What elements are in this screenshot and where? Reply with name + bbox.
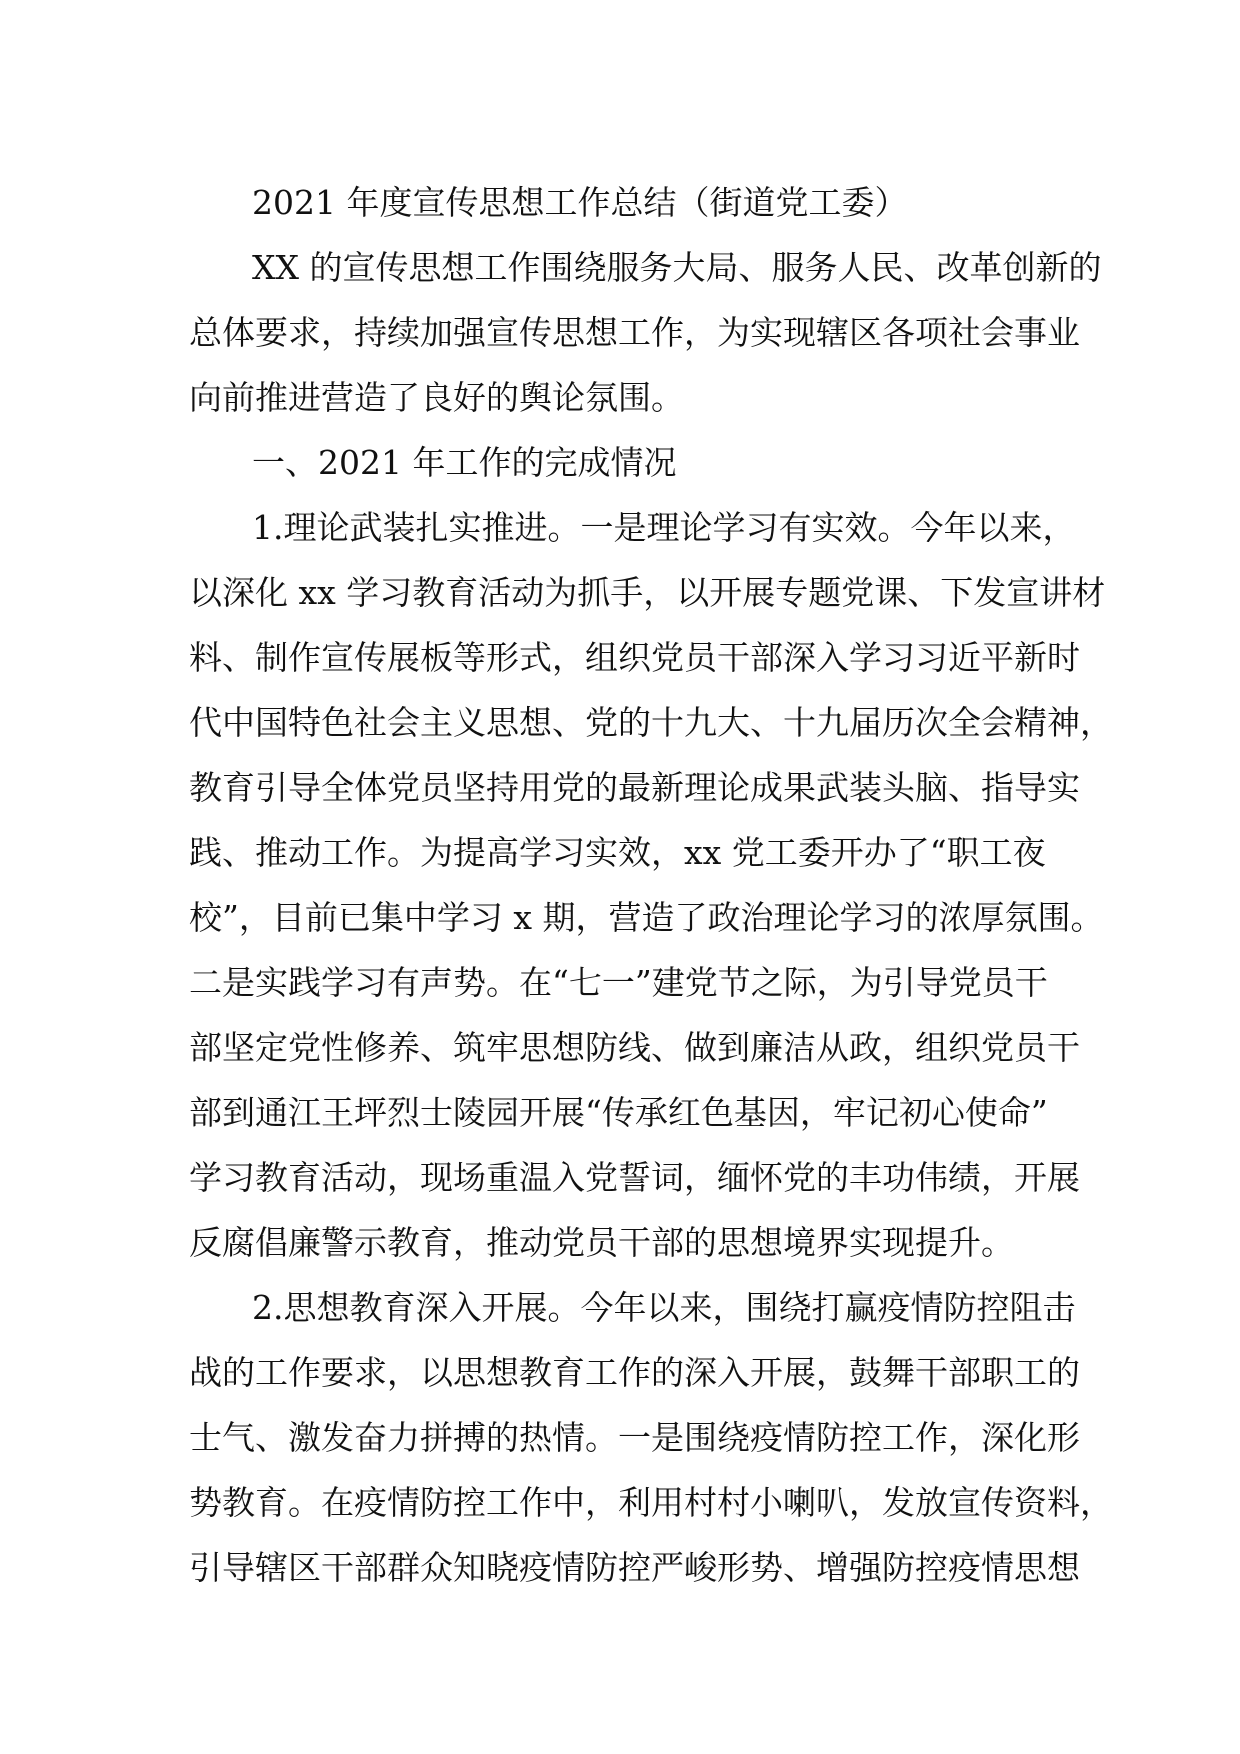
intro-line: XX 的宣传思想工作围绕服务大局、服务人民、改革创新的 (252, 248, 1102, 287)
item1-line: 学习教育活动，现场重温入党誓词，缅怀党的丰功伟绩，开展 (189, 1158, 1080, 1197)
item1-line: 校”，目前已集中学习 x 期，营造了政治理论学习的浓厚氛围。 (189, 898, 1104, 937)
section-heading: 一、2021 年工作的完成情况 (252, 443, 677, 482)
item1-line: 1.理论武装扎实推进。一是理论学习有实效。今年以来， (252, 508, 1076, 547)
item1-line: 以深化 xx 学习教育活动为抓手，以开展专题党课、下发宣讲材 (189, 573, 1106, 612)
item2-line: 战的工作要求，以思想教育工作的深入开展，鼓舞干部职工的 (189, 1353, 1080, 1392)
item1-line: 料、制作宣传展板等形式，组织党员干部深入学习习近平新时 (189, 638, 1080, 677)
item1-line: 部到通江王坪烈士陵园开展“传承红色基因，牢记初心使命” (189, 1093, 1048, 1132)
item1-line: 反腐倡廉警示教育，推动党员干部的思想境界实现提升。 (189, 1223, 1014, 1262)
item1-line: 践、推动工作。为提高学习实效，xx 党工委开办了“职工夜 (189, 833, 1046, 872)
item1-line: 教育引导全体党员坚持用党的最新理论成果武装头脑、指导实 (189, 768, 1080, 807)
item2-line: 势教育。在疫情防控工作中，利用村村小喇叭，发放宣传资料， (189, 1483, 1113, 1522)
item1-line: 代中国特色社会主义思想、党的十九大、十九届历次全会精神， (189, 703, 1113, 742)
item2-line: 引导辖区干部群众知晓疫情防控严峻形势、增强防控疫情思想 (189, 1548, 1080, 1587)
item2-line: 士气、激发奋力拼搏的热情。一是围绕疫情防控工作，深化形 (189, 1418, 1080, 1457)
item1-paragraph (189, 495, 1113, 1275)
intro-line: 向前推进营造了良好的舆论氛围。 (189, 378, 684, 417)
intro-line: 总体要求，持续加强宣传思想工作，为实现辖区各项社会事业 (189, 313, 1080, 352)
item1-line: 二是实践学习有声势。在“七一”建党节之际，为引导党员干 (189, 963, 1048, 1002)
intro-paragraph (189, 235, 1102, 430)
document-body (189, 170, 1113, 1600)
item2-paragraph (189, 1275, 1113, 1600)
item1-line: 部坚定党性修养、筑牢思想防线、做到廉洁从政，组织党员干 (189, 1028, 1080, 1067)
item2-line: 2.思想教育深入开展。今年以来，围绕打赢疫情防控阻击 (252, 1288, 1076, 1327)
document-title: 2021 年度宣传思想工作总结（街道党工委） (252, 183, 908, 222)
